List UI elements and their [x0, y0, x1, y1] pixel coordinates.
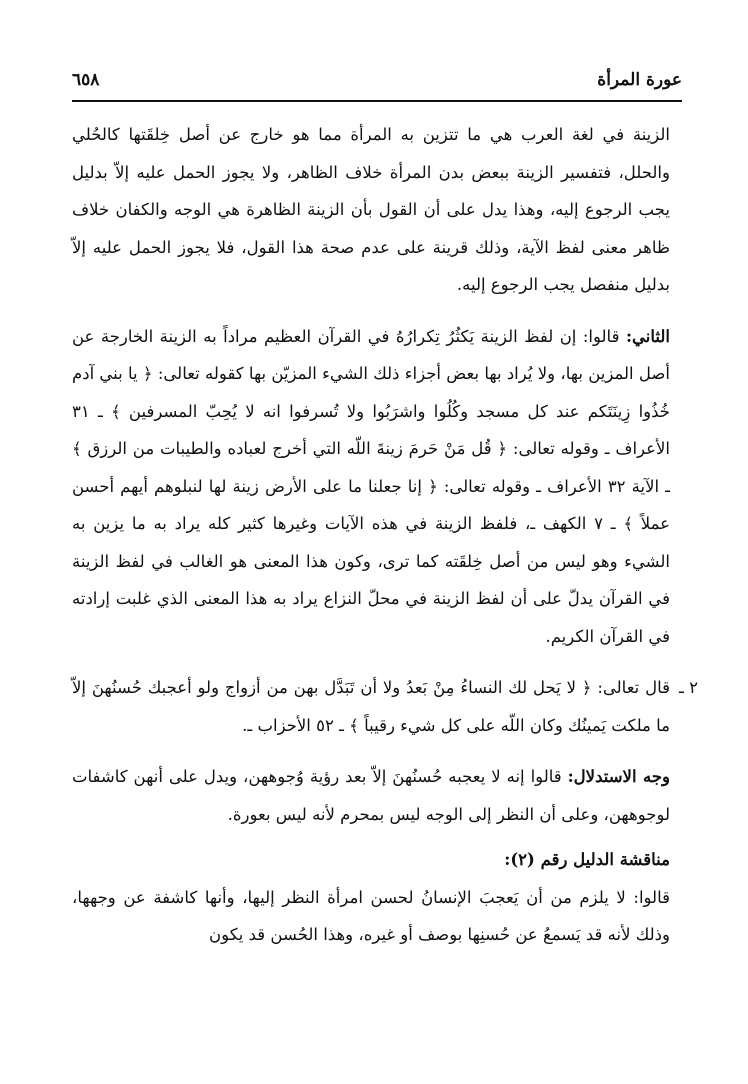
header-divider — [72, 100, 682, 102]
item-2-text: قال تعالى: ﴿ لا يَحل لك النساءُ مِنْ بَعدُ ولا أن تَبَدَّل بهن من أزواج ولو أعجبك حُسنُهنَ إلاّ ما ملكت يَمينُك وكان اللّه على كل شيء رقيباً ﴾ ـ ٥٢ الأحزاب ـ. — [72, 678, 670, 735]
paragraph-spacer — [72, 304, 670, 318]
header-title: عورة المرأة — [597, 70, 682, 90]
paragraph-lead-evidence: وجه الاستدلال: — [567, 767, 670, 786]
paragraph-spacer — [72, 655, 670, 669]
item-number-marker: ٢ ـ — [679, 678, 698, 697]
paragraph-lead-second: الثاني: — [625, 326, 670, 346]
paragraph-second-argument — [72, 318, 670, 656]
paragraph-discussion: قالوا: لا يلزم من أن يَعجبَ الإنسانُ لحسن امرأة النظر إليها، وأنها كاشفة عن وجهها، وذلك لأنه قد يَسمعُ عن حُسنِها بوصف أو غيره، وهذا الحُسن قد يكون — [72, 887, 670, 944]
paragraph-spacer — [72, 744, 670, 758]
running-header — [72, 66, 682, 100]
paragraph-spacer — [72, 833, 670, 841]
section-heading: مناقشة الدليل رقم (٢): — [504, 850, 670, 869]
page-body — [72, 116, 698, 954]
paragraph-zeenah-definition: الزينة في لغة العرب هي ما تتزين به المرأة مما هو خارج عن أصل خِلقَتها كالحُلي والحلل، فتفسير الزينة ببعض بدن المرأة خلاف الظاهر، ولا يجوز الحمل عليه إلاّ بدليل يجب الرجوع إليه، وهذا يدل على أن القول بأن الزينة الظاهرة هي الوجه والكفان خلاف ظاهر معنى لفظ الآية، وذلك قرينة على عدم صحة هذا القول، فلا يجوز الحمل عليه إلاّ بدليل منفصل يجب الرجوع إليه. — [72, 125, 670, 294]
numbered-item-2 — [72, 669, 698, 744]
paragraph-second-text: قالوا: إن لفظ الزينة يَكثُرُ تِكرارُهُ في القرآن العظيم مراداً به الزينة الخارجة عن أصل المزين بها، ولا يُراد بها بعض أجزاء ذلك الشيء المزيّن بها كقوله تعالى: ﴿ يا بني آدم خُذُوا زِينَتَكم عند كل مسجد وكُلُوا واشرَبُوا ولا تُسرفوا انه لا يُحِبّ المسرفين ﴾ ـ ٣١ الأعراف ـ وقوله تعالى: ﴿ قُل مَنْ حَرمَ زينةَ اللّه التي أخرج لعباده والطيبات من الرزق ﴾ ـ الآية ٣٢ الأعراف ـ وقوله تعالى: ﴿ إنا جعلنا ما على الأرض زينة لها لنبلوهم أيهم أحسن عملاً ﴾ ـ ٧ الكهف ـ، فلفظ الزينة في هذه الآيات وغيرها كثير كله يراد به ما يزين به الشيء وهو ليس من أصل خِلقَته كما ترى، وكون هذا المعنى هو الغالب في لفظ الزينة في القرآن يدلّ على أن لفظ الزينة في محلّ النزاع يراد به هذا المعنى الذي غلبت إرادته في القرآن الكريم. — [72, 326, 670, 646]
paragraph-evidence — [72, 758, 670, 833]
paragraph-evidence-text: قالوا إنه لا يعجبه حُسنُهنَ إلاّ بعد رؤية وُجوههن، ويدل على أنهن كاشفات لوجوههن، وعلى أن النظر إلى الوجه ليس بمحرم لأنه ليس بعورة. — [72, 767, 670, 824]
page-number: ٦٥٨ — [72, 70, 100, 90]
